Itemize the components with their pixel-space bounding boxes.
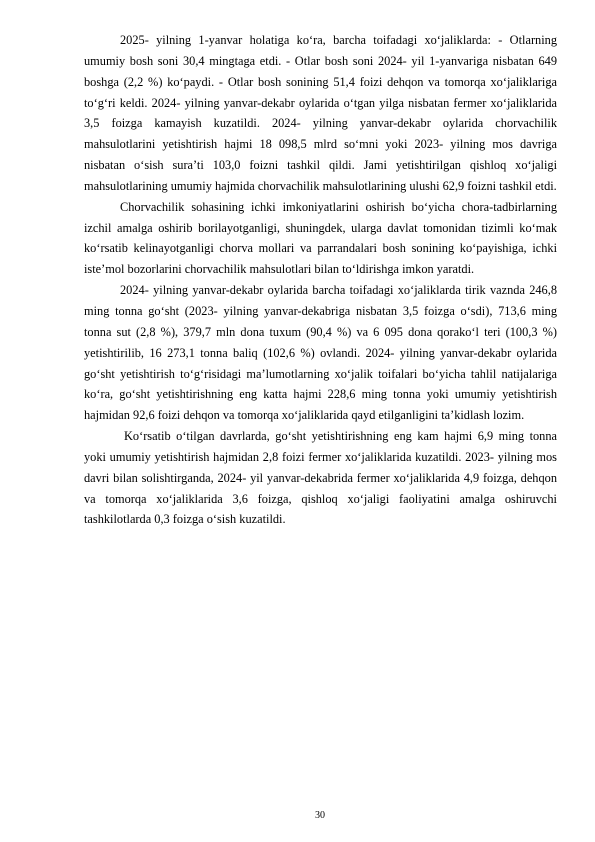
page-number: 30 [315,810,325,821]
paragraph-livestock-measures: Chorvachilik sohasining ichki imkoniyatlarini oshirish bo‘yicha chora-tadbirlarning izchil amalga oshirib borilayotganligi, shuningdek, ularga davlat tomonidan tizimli ko‘mak ko‘rsatib kelinayotganligi chorva mollari va parrandalari bosh sonining ko‘payishiga, ichki iste’mol bozorlarini chorvachilik mahsulotlari bilan to‘ldirishga imkon yaratdi. [84,199,557,277]
document-body [84,30,557,530]
paragraph-production-figures: 2024- yilning yanvar-dekabr oylarida barcha toifadagi xo‘jaliklarda tirik vaznda 246,8 ming tonna go‘sht (2023- yilning yanvar-dekabriga nisbatan 3,5 foizga o‘sdi), 713,6 ming tonna sut (2,8 %), 379,7 mln dona tuxum (90,4 %) va 6 095 dona qorako‘l teri (100,3 %) yetishtirilib, 16 273,1 tonna baliq (102,6 %) ovlandi. 2024- yilning yanvar-dekabr oylarida go‘sht yetishtirish to‘g‘risidagi ma’lumotlarning xo‘jalik toifalari bo‘yicha tahlil natijalariga ko‘ra, go‘sht yetishtirishning eng katta hajmi 228,6 ming tonna yoki umumiy yetishtirish hajmidan 92,6 foizi dehqon va tomorqa xo‘jaliklarida qayd etilganligini ta’kidlash lozim. [84,283,557,423]
paragraph-meat-production: Ko‘rsatib o‘tilgan davrlarda, go‘sht yetishtirishning eng kam hajmi 6,9 ming tonna yoki umumiy yetishtirish hajmidan 2,8 foizi fermer xo‘jaliklarida kuzatildi. 2023- yilning mos davri bilan solishtirganda, 2024- yil yanvar-dekabrida fermer xo‘jaliklarida 4,9 foizga, dehqon va tomorqa xo‘jaliklarida 3,6 foizga, qishloq xo‘jaligi faoliyatini amalga oshiruvchi tashkilotlarda 0,3 foizga o‘sish kuzatildi. [84,429,557,527]
paragraph-horse-statistics: 2025- yilning 1-yanvar holatiga ko‘ra, barcha toifadagi xo‘jaliklarda: - Otlarning umumiy bosh soni 30,4 mingtaga etdi. - Otlar bosh soni 2024- yil 1-yanvariga nisbatan 649 boshga (2,2 %) ko‘paydi. - Otlar bosh sonining 51,4 foizi dehqon va tomorqa xo‘jaliklariga to‘g‘ri keldi. 2024- yilning yanvar-dekabr oylarida o‘tgan yilga nisbatan fermer xo‘jaliklarida 3,5 foizga kamayish kuzatildi. 2024- yilning yanvar-dekabr oylarida chorvachilik mahsulotlarini yetishtirish hajmi 18 098,5 mlrd so‘mni yoki 2023- yilning mos davriga nisbatan o‘sish sura’ti 103,0 foizni tashkil qildi. Jami yetishtirilgan qishloq xo‘jaligi mahsulotlarining umumiy hajmida chorvachilik mahsulotlarining ulushi 62,9 foizni tashkil etdi. [84,33,557,193]
